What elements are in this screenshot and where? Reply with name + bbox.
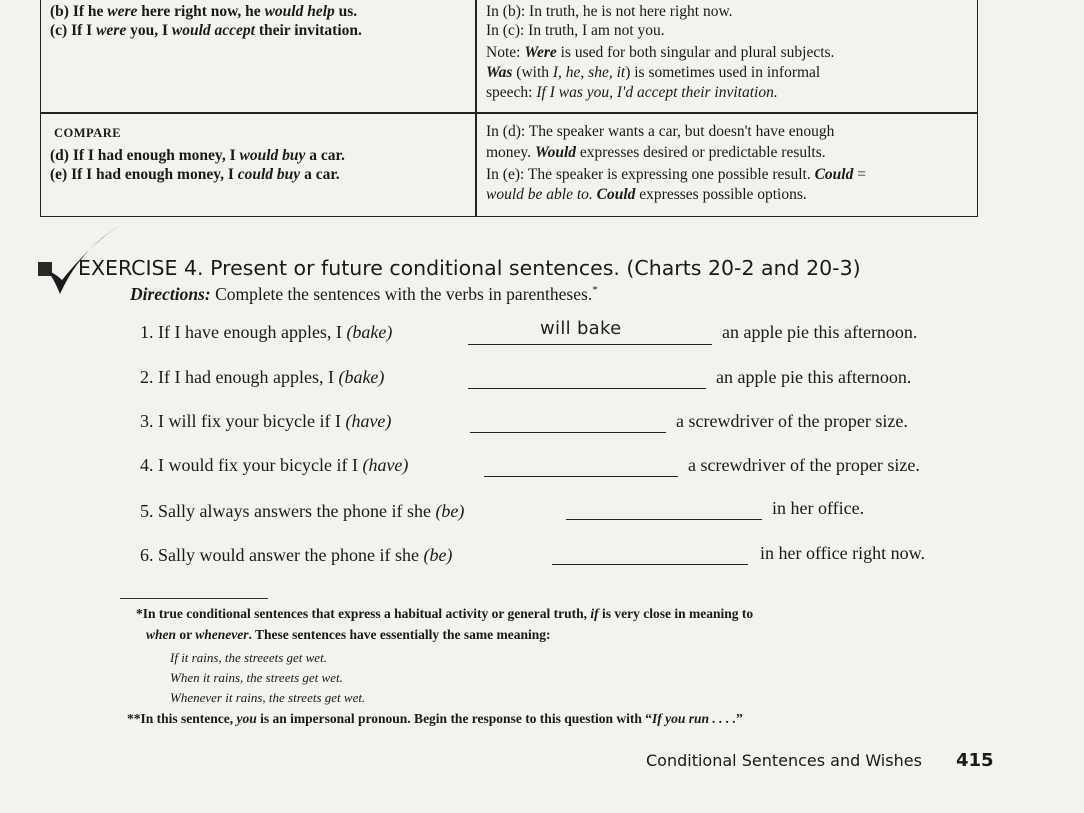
exercise-item-1: 1. If I have enough apples, I (bake) xyxy=(140,322,393,342)
answer-blank-6[interactable] xyxy=(552,540,748,565)
exercise-item-4-suffix: a screwdriver of the proper size. xyxy=(688,455,920,475)
chart-row-e-right-line-2: would be able to. Could expresses possible options. xyxy=(486,186,807,203)
table-column-divider xyxy=(475,0,477,216)
exercise-item-6: 6. Sally would answer the phone if she (be) xyxy=(140,545,453,565)
footnote-example-1: If it rains, the streeets get wet. xyxy=(170,650,327,665)
exercise-item-1-suffix: an apple pie this afternoon. xyxy=(722,322,918,342)
chart-row-b-right: In (b): In truth, he is not here right now. xyxy=(486,3,733,20)
chart-note-line-3: speech: If I was you, I'd accept their invitation. xyxy=(486,84,778,101)
exercise-title: EXERCISE 4. Present or future conditional sentences. (Charts 20-2 and 20-3) xyxy=(78,256,861,280)
footnote-example-2: When it rains, the streets get wet. xyxy=(170,670,343,685)
chart-row-e-left: (e) If I had enough money, I could buy a car. xyxy=(50,166,340,183)
footer-chapter-title: Conditional Sentences and Wishes xyxy=(646,751,922,770)
exercise-item-3-suffix: a screwdriver of the proper size. xyxy=(676,411,908,431)
chart-row-d-right-line-2: money. Would expresses desired or predictable results. xyxy=(486,144,826,161)
chart-row-e-right-line-1: In (e): The speaker is expressing one possible result. Could = xyxy=(486,166,866,183)
exercise-item-2-suffix: an apple pie this afternoon. xyxy=(716,367,912,387)
chart-row-c-left: (c) If I were you, I would accept their invitation. xyxy=(50,22,362,39)
footnote-1-line-2: when or whenever. These sentences have essentially the same meaning: xyxy=(146,627,551,642)
exercise-directions: Directions: Complete the sentences with the verbs in parentheses.* xyxy=(130,284,598,304)
chart-row-c-right: In (c): In truth, I am not you. xyxy=(486,22,665,39)
compare-label: COMPARE xyxy=(54,126,122,140)
page-number: 415 xyxy=(956,750,994,771)
handwritten-answer-1: will bake xyxy=(540,318,622,339)
chart-row-d-right-line-1: In (d): The speaker wants a car, but doesn't have enough xyxy=(486,123,835,140)
chart-row-d-left: (d) If I had enough money, I would buy a car. xyxy=(50,147,345,164)
footnote-2: **In this sentence, you is an impersonal pronoun. Begin the response to this question with “If you run . . . .” xyxy=(127,711,743,726)
chart-note-line-1: Note: Were is used for both singular and plural subjects. xyxy=(486,44,835,61)
answer-blank-4[interactable] xyxy=(484,452,678,477)
chart-note-line-2: Was (with I, he, she, it) is sometimes used in informal xyxy=(486,64,821,81)
table-row-divider xyxy=(41,112,977,114)
exercise-item-4: 4. I would fix your bicycle if I (have) xyxy=(140,455,409,475)
chart-row-b-left: (b) If he were here right now, he would help us. xyxy=(50,3,358,20)
exercise-item-2: 2. If I had enough apples, I (bake) xyxy=(140,367,385,387)
footnote-example-3: Whenever it rains, the streets get wet. xyxy=(170,690,366,705)
answer-blank-3[interactable] xyxy=(470,408,666,433)
footnote-1-line-1: *In true conditional sentences that express a habitual activity or general truth, if is very close in meaning to xyxy=(136,606,754,621)
exercise-item-6-suffix: in her office right now. xyxy=(760,543,925,563)
footnote-divider xyxy=(120,598,268,599)
exercise-item-5-suffix: in her office. xyxy=(772,498,865,518)
answer-blank-2[interactable] xyxy=(468,364,706,389)
answer-blank-5[interactable] xyxy=(566,495,762,520)
exercise-item-5: 5. Sally always answers the phone if she (be) xyxy=(140,501,465,521)
exercise-item-3: 3. I will fix your bicycle if I (have) xyxy=(140,411,392,431)
